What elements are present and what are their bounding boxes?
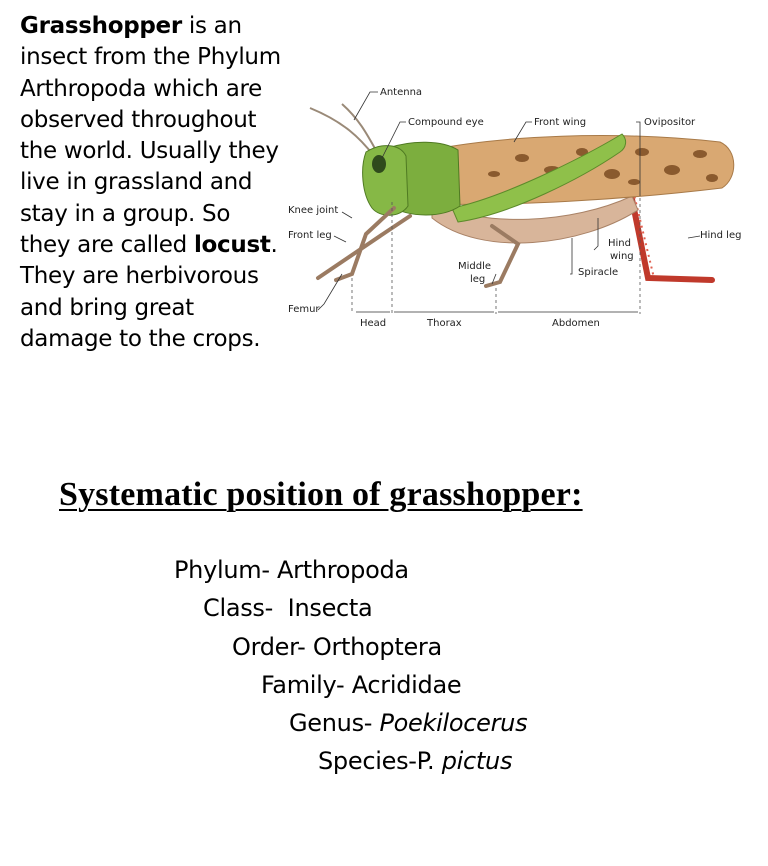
label-hind-wing-2: wing bbox=[610, 251, 634, 262]
species-label: Species-P. bbox=[318, 747, 435, 775]
taxonomy-genus bbox=[289, 708, 527, 738]
grasshopper-diagram bbox=[282, 78, 752, 340]
taxonomy-species bbox=[318, 746, 512, 776]
grasshopper-illustration bbox=[282, 78, 752, 340]
label-front-wing: Front wing bbox=[534, 117, 587, 128]
class-label: Class- bbox=[203, 594, 274, 622]
taxonomy-family bbox=[261, 670, 461, 700]
class-value: Insecta bbox=[273, 594, 373, 622]
label-hind-leg: Hind leg bbox=[700, 230, 742, 241]
label-spiracle: Spiracle bbox=[578, 267, 619, 278]
label-ovipositor: Ovipositor bbox=[644, 117, 696, 128]
label-hind-wing-1: Hind bbox=[608, 238, 631, 249]
label-antenna: Antenna bbox=[380, 87, 423, 98]
label-thorax: Thorax bbox=[427, 318, 462, 329]
label-middle-leg-1: Middle bbox=[458, 261, 492, 272]
genus-value: Poekilocerus bbox=[372, 709, 528, 737]
taxonomy-phylum bbox=[174, 555, 409, 585]
label-front-leg: Front leg bbox=[288, 230, 332, 241]
taxonomy-order bbox=[232, 632, 442, 662]
taxonomy-class bbox=[203, 593, 372, 623]
phylum-value: Arthropoda bbox=[269, 556, 409, 584]
front-leg-shape-2 bbox=[318, 216, 410, 278]
label-abdomen: Abdomen bbox=[552, 318, 600, 329]
label-middle-leg-2: leg bbox=[470, 274, 486, 285]
order-value: Orthoptera bbox=[305, 633, 442, 661]
phylum-label: Phylum- bbox=[174, 556, 270, 584]
order-label: Order- bbox=[232, 633, 306, 661]
family-label: Family- bbox=[261, 671, 345, 699]
intro-text-1: is an insect from the Phylum Arthropoda which are observed throughout the world. Usually they live in grassland and stay in a group. So they are called bbox=[20, 13, 281, 259]
intro-text-2: . They are herbivorous and bring great damage to the crops. bbox=[20, 232, 278, 352]
label-compound-eye: Compound eye bbox=[408, 117, 484, 128]
compound-eye-shape bbox=[372, 155, 386, 173]
head-shape bbox=[363, 146, 408, 216]
label-femur: Femur bbox=[288, 304, 320, 315]
species-value: pictus bbox=[434, 747, 513, 775]
label-knee-joint: Knee joint bbox=[288, 205, 339, 216]
term-grasshopper: Grasshopper bbox=[20, 13, 182, 39]
genus-label: Genus- bbox=[289, 709, 373, 737]
label-head: Head bbox=[360, 318, 387, 329]
intro-paragraph bbox=[20, 11, 282, 355]
family-value: Acrididae bbox=[344, 671, 462, 699]
page-heading: Systematic position of grasshopper: bbox=[59, 476, 583, 513]
term-locust: locust bbox=[193, 232, 271, 259]
